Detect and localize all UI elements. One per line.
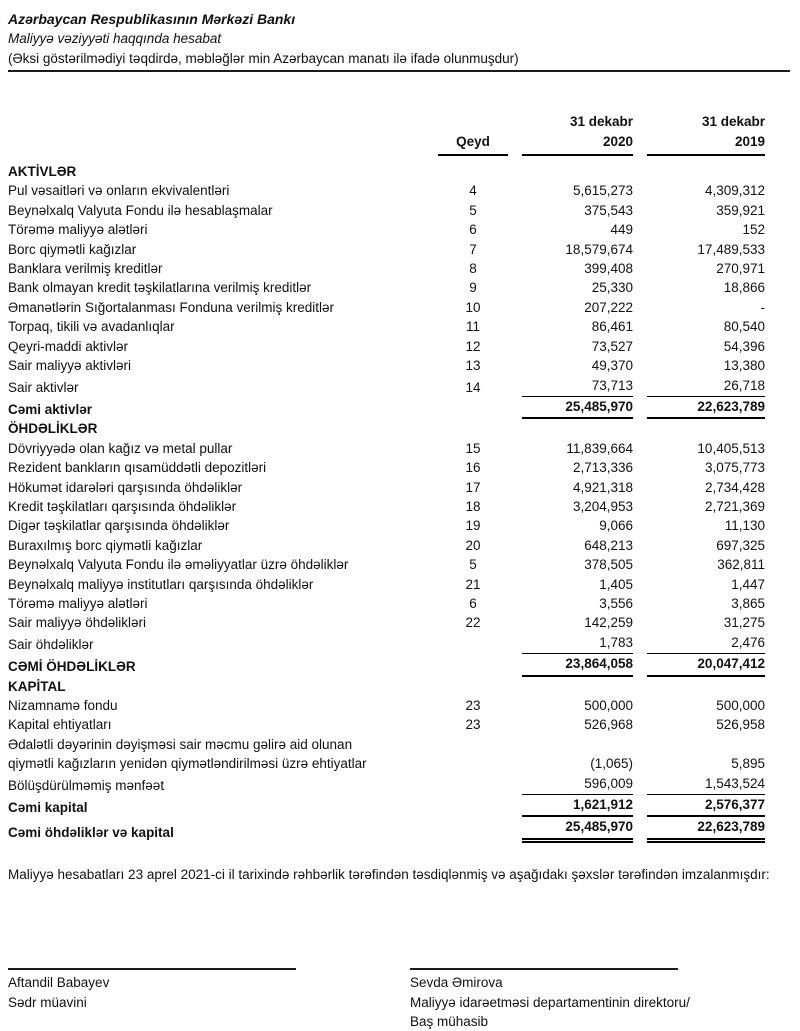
row-value-2020 <box>522 162 633 181</box>
line-item-row <box>8 356 765 375</box>
row-value-2019: - <box>760 299 765 315</box>
section-header-row <box>8 677 765 696</box>
row-value-2020: 5,615,273 <box>572 183 633 199</box>
row-note <box>438 823 508 842</box>
row-note <box>438 419 508 438</box>
line-item-row <box>8 259 765 278</box>
line-item-row <box>8 633 765 654</box>
row-value-2019: 18,866 <box>723 280 765 296</box>
row-note: 17 <box>465 479 481 495</box>
row-value-2020: 399,408 <box>584 261 633 277</box>
row-label: Sair öhdəliklər <box>8 636 94 652</box>
line-item-row <box>8 376 765 397</box>
signature-left <box>8 968 410 1031</box>
row-label: Ədalətli dəyərinin dəyişməsi sair məcmu gəlirə aid olunan qiymətli kağızların yenidən qiymətləndirilməsi üzrə ehtiyatlar <box>8 736 367 772</box>
total-row <box>8 795 765 817</box>
row-note <box>438 798 508 817</box>
row-value-2019: 22,623,789 <box>647 397 765 419</box>
line-item-row <box>8 735 765 774</box>
row-value-2019: 152 <box>742 222 765 238</box>
row-value-2020: 1,621,912 <box>522 795 633 817</box>
signature-line-right <box>410 968 678 970</box>
line-item-row <box>8 696 765 715</box>
row-label: Bank olmayan kredit təşkilatlarına verilmiş kreditlər <box>8 280 312 296</box>
row-value-2020: 3,204,953 <box>572 498 633 514</box>
signature-right <box>410 968 750 1031</box>
row-note: 11 <box>465 319 480 335</box>
row-label: Törəmə maliyyə alətləri <box>8 595 148 611</box>
row-value-2020: 18,579,674 <box>565 241 633 257</box>
row-value-2019: 17,489,533 <box>697 241 765 257</box>
row-value-2020: 596,009 <box>522 774 633 795</box>
row-label: Əmanətlərin Sığortalanması Fonduna verilmiş kreditlər <box>8 299 335 315</box>
row-note: 23 <box>465 698 481 713</box>
row-label: Sair maliyyə öhdəlikləri <box>8 615 147 631</box>
row-label: Rezident bankların qısamüddətli depozitləri <box>8 460 267 476</box>
column-header-2020 <box>522 112 633 156</box>
row-value-2019: 5,895 <box>731 756 765 772</box>
row-value-2020: 1,405 <box>599 576 633 592</box>
row-value-2020: 3,556 <box>599 595 633 611</box>
row-note: 22 <box>465 615 481 631</box>
signatory-title-right-2: Baş mühasib <box>410 1014 489 1030</box>
row-label: Qeyri-maddi aktivlər <box>8 338 129 354</box>
signatory-title-left: Sədr müavini <box>8 994 87 1010</box>
document-header <box>8 10 790 72</box>
row-value-2019: 526,958 <box>716 717 765 733</box>
signatory-title-right-1: Maliyyə idarəetməsi departamentinin direktoru/ <box>410 994 690 1010</box>
row-value-2020: 25,485,970 <box>522 397 633 419</box>
row-label: Nizamnamə fondu <box>8 698 118 713</box>
row-value-2020 <box>522 677 633 696</box>
row-value-2020: 86,461 <box>591 319 633 335</box>
line-item-row <box>8 715 765 734</box>
row-label: Sair maliyyə aktivləri <box>8 358 132 374</box>
row-note: 12 <box>465 338 481 354</box>
row-value-2020: 25,485,970 <box>522 817 633 842</box>
row-note <box>438 162 508 181</box>
total-row <box>8 654 765 676</box>
row-label: Banklara verilmiş kreditlər <box>8 261 163 277</box>
row-label: Borc qiymətli kağızlar <box>8 241 137 257</box>
row-value-2019: 2,721,369 <box>704 498 765 514</box>
row-label: Kapital ehtiyatları <box>8 717 112 733</box>
row-note: 23 <box>465 717 481 733</box>
row-note: 15 <box>465 440 481 456</box>
row-value-2020: 73,527 <box>591 338 633 354</box>
line-item-row <box>8 439 765 458</box>
line-item-row <box>8 181 765 200</box>
row-value-2019 <box>647 162 765 181</box>
line-item-row <box>8 337 765 356</box>
line-item-row <box>8 458 765 477</box>
row-value-2019: 4,309,312 <box>704 183 765 199</box>
signature-block <box>8 968 790 1031</box>
row-value-2020: (1,065) <box>590 756 633 772</box>
row-value-2020 <box>522 419 633 438</box>
row-value-2019: 20,047,412 <box>647 654 765 676</box>
row-value-2019: 3,075,773 <box>704 460 765 476</box>
row-note: 21 <box>465 576 481 592</box>
row-value-2019: 80,540 <box>723 319 765 335</box>
line-item-row <box>8 555 765 574</box>
row-value-2020: 648,213 <box>584 537 633 553</box>
row-label: Torpaq, tikili və avadanlıqlar <box>8 319 175 335</box>
row-label: Buraxılmış borc qiymətli kağızlar <box>8 537 203 553</box>
row-value-2019 <box>647 677 765 696</box>
row-note: 18 <box>465 498 481 514</box>
row-label: Kredit təşkilatları qarşısında öhdəliklər <box>8 498 237 514</box>
row-note <box>438 776 508 795</box>
row-note: 6 <box>469 222 477 238</box>
row-label: Digər təşkilatlar qarşısında öhdəliklər <box>8 518 230 534</box>
row-label: Beynəlxalq Valyuta Fondu ilə əməliyyatlar üzrə öhdəliklər <box>8 557 349 573</box>
row-value-2019: 1,447 <box>731 576 765 592</box>
line-item-row <box>8 516 765 535</box>
row-label: Hökumət idarələri qarşısında öhdəliklər <box>8 479 243 495</box>
row-value-2019: 11,130 <box>724 518 765 534</box>
table-body <box>8 162 765 843</box>
column-header-note <box>438 132 508 156</box>
row-label: AKTİVLƏR <box>8 164 77 180</box>
row-value-2020: 1,783 <box>522 633 633 654</box>
row-note <box>438 677 508 696</box>
bank-name: Azərbaycan Respublikasının Mərkəzi Bankı <box>8 11 296 27</box>
row-note: 8 <box>469 261 477 277</box>
line-item-row <box>8 774 765 795</box>
line-item-row <box>8 613 765 632</box>
row-note: 5 <box>469 557 477 573</box>
row-label: Cəmi öhdəliklər və kapital <box>8 825 174 841</box>
row-value-2020: 49,370 <box>591 358 633 374</box>
row-note: 6 <box>469 595 477 611</box>
note-column-label: Qeyd <box>456 133 490 149</box>
row-value-2020: 23,864,058 <box>522 654 633 676</box>
report-title: Maliyyə vəziyyəti haqqında hesabat <box>8 31 222 47</box>
row-value-2020: 378,505 <box>584 557 633 573</box>
row-value-2019: 10,405,513 <box>697 440 765 456</box>
line-item-row <box>8 240 765 259</box>
line-item-row <box>8 497 765 516</box>
row-note <box>438 400 508 419</box>
row-label: ÖHDƏLİKLƏR <box>8 421 98 437</box>
row-value-2020: 25,330 <box>591 280 633 296</box>
period-2020-line2: 2020 <box>602 133 633 149</box>
row-note: 10 <box>465 299 481 315</box>
row-value-2020: 9,066 <box>599 518 633 534</box>
row-label: Dövriyyədə olan kağız və metal pullar <box>8 440 233 456</box>
line-item-row <box>8 317 765 336</box>
signatory-name-right: Sevda Əmirova <box>410 975 503 991</box>
row-label: Cəmi aktivlər <box>8 401 93 417</box>
section-header-row <box>8 162 765 181</box>
period-2020-line1: 31 dekabr <box>569 114 633 130</box>
row-value-2019: 359,921 <box>716 202 765 218</box>
row-note: 4 <box>469 183 477 199</box>
row-value-2020: 73,713 <box>522 376 633 397</box>
row-note: 19 <box>465 518 481 534</box>
column-header-spacer <box>8 137 438 156</box>
row-label: Pul vəsaitləri və onların ekvivalentləri <box>8 183 230 199</box>
row-value-2020: 4,921,318 <box>572 479 633 495</box>
line-item-row <box>8 298 765 317</box>
row-value-2019: 54,396 <box>723 338 765 354</box>
total-row <box>8 817 765 842</box>
line-item-row <box>8 278 765 297</box>
currency-note: (Əksi göstərilmədiyi təqdirdə, məbləğlər min Azərbaycan manatı ilə ifadə olunmuşdur) <box>8 50 519 66</box>
row-note: 13 <box>465 358 481 374</box>
line-item-row <box>8 478 765 497</box>
row-value-2019: 3,865 <box>731 595 765 611</box>
row-note: 14 <box>465 379 481 395</box>
balance-sheet-table <box>8 112 765 843</box>
row-value-2020: 449 <box>610 222 633 238</box>
row-note: 5 <box>469 202 477 218</box>
row-label: KAPİTAL <box>8 678 66 694</box>
row-label: Bölüşdürülməmiş mənfəət <box>8 777 165 793</box>
row-label: CƏMİ ÖHDƏLİKLƏR <box>8 659 136 675</box>
row-note: 9 <box>469 280 477 296</box>
row-value-2019: 2,476 <box>647 633 765 654</box>
row-note: 7 <box>469 241 477 257</box>
row-value-2020: 375,543 <box>584 202 633 218</box>
row-value-2019: 2,576,377 <box>647 795 765 817</box>
row-value-2019: 26,718 <box>647 376 765 397</box>
row-value-2019: 1,543,524 <box>647 774 765 795</box>
row-label: Cəmi kapital <box>8 800 88 816</box>
row-value-2020: 526,968 <box>584 717 633 733</box>
row-value-2019: 2,734,428 <box>704 479 765 495</box>
period-2019-line2: 2019 <box>734 133 765 149</box>
table-header-row <box>8 112 765 156</box>
line-item-row <box>8 201 765 220</box>
row-note <box>438 635 508 654</box>
row-value-2019: 13,380 <box>723 358 765 374</box>
row-label: Beynəlxalq Valyuta Fondu ilə hesablaşmalar <box>8 202 273 218</box>
row-note: 20 <box>465 537 481 553</box>
line-item-row <box>8 536 765 555</box>
total-row <box>8 397 765 419</box>
row-value-2019: 31,275 <box>723 615 765 631</box>
row-value-2020: 207,222 <box>584 299 633 315</box>
row-label: Törəmə maliyyə alətləri <box>8 222 148 238</box>
row-value-2019: 22,623,789 <box>647 817 765 842</box>
row-value-2020: 142,259 <box>584 615 633 631</box>
row-value-2019: 270,971 <box>716 261 765 277</box>
section-header-row <box>8 419 765 438</box>
row-note <box>438 754 508 773</box>
line-item-row <box>8 575 765 594</box>
column-header-2019 <box>647 112 765 156</box>
row-note <box>438 657 508 676</box>
row-label: Sair aktivlər <box>8 379 79 395</box>
row-value-2020: 2,713,336 <box>572 460 633 476</box>
approval-note: Maliyyə hesabatları 23 aprel 2021-ci il tarixində rəhbərlik tərəfindən təsdiqlənmiş və aşağıdakı şəxslər tərəfindən imzalanmışdır: <box>8 866 770 882</box>
row-label: Beynəlxalq maliyyə institutları qarşısında öhdəliklər <box>8 576 314 592</box>
line-item-row <box>8 594 765 613</box>
row-value-2020: 500,000 <box>584 698 633 713</box>
signatory-name-left: Aftandil Babayev <box>8 975 110 991</box>
signature-line-left <box>8 968 296 970</box>
row-value-2019: 362,811 <box>717 557 765 573</box>
row-value-2019 <box>647 419 765 438</box>
line-item-row <box>8 220 765 239</box>
period-2019-line1: 31 dekabr <box>701 114 765 130</box>
row-value-2020: 11,839,664 <box>566 440 633 456</box>
row-value-2019: 500,000 <box>716 698 765 713</box>
row-value-2019: 697,325 <box>716 537 765 553</box>
row-note: 16 <box>465 460 481 476</box>
